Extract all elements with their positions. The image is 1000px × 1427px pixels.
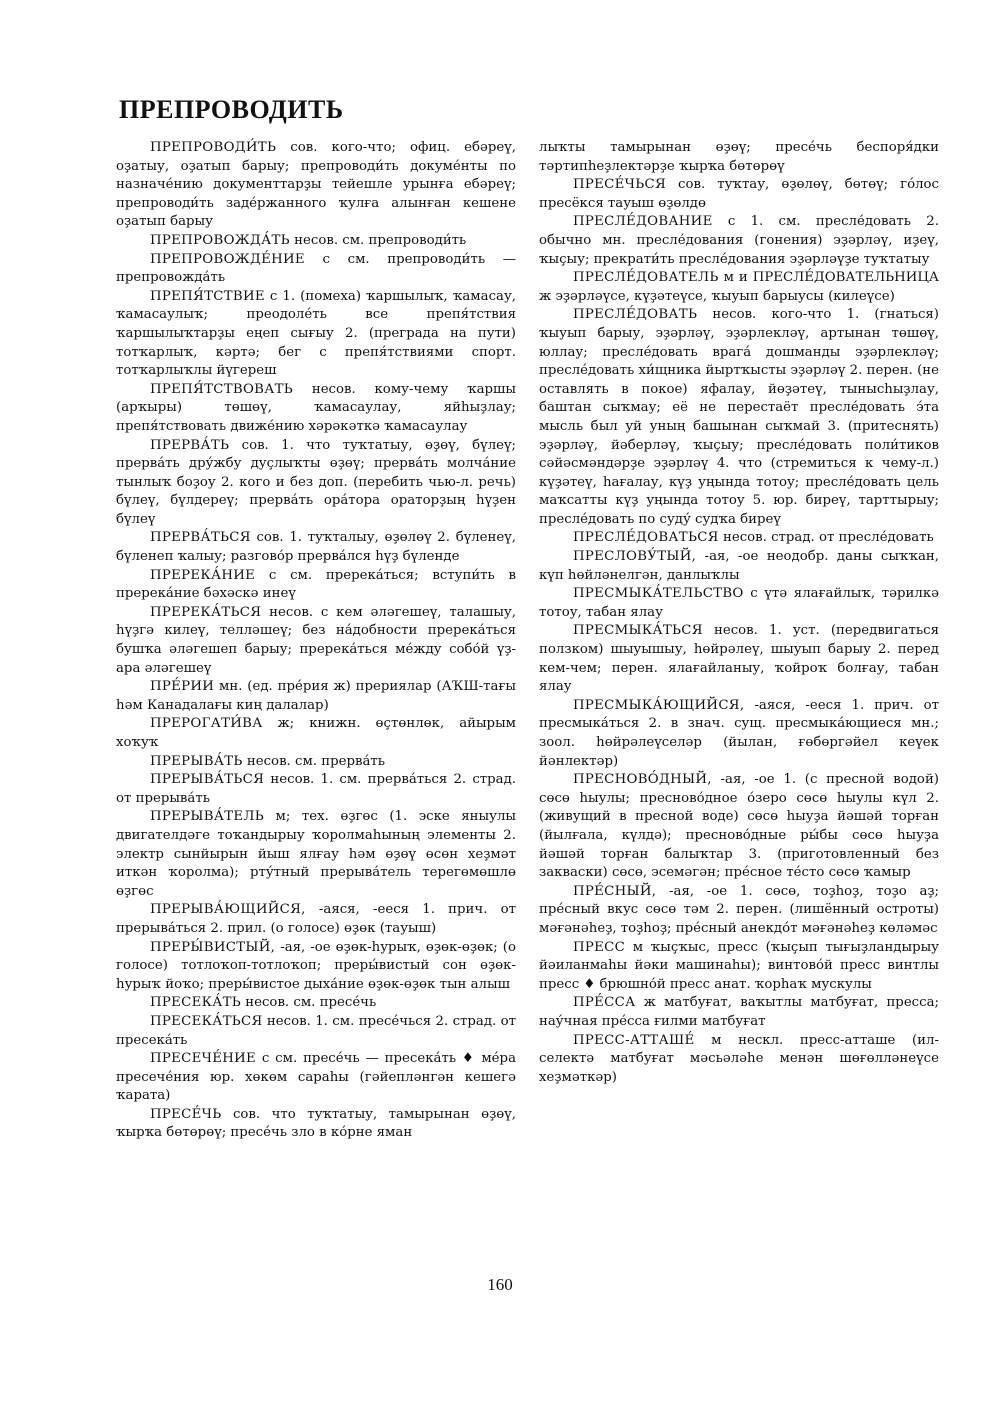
dictionary-entry xyxy=(539,139,939,176)
entry-definition: сов. что туҡтатыу, тамырынан өҙөү, ҡырҡа бөтөрөү; пресе́чь зло в ко́рне яман xyxy=(116,1106,516,1141)
dictionary-entry xyxy=(539,585,939,622)
entry-definition: несов. 1. см. прерва́ться 2. страд. от прерыва́ть xyxy=(116,772,516,806)
dictionary-entry xyxy=(539,213,939,269)
dictionary-entry xyxy=(116,529,516,566)
dictionary-entry xyxy=(539,622,939,696)
entry-headword: ПРЕСЕКА́ТЬ xyxy=(150,995,242,1011)
entry-definition: несов. 1. см. пресе́чься 2. страд. от пресека́ть xyxy=(116,1013,516,1048)
entry-headword: ПРЕСЛЕ́ДОВАТЕЛЬ xyxy=(573,270,719,286)
entry-headword: ПРЕРЫВА́ТЬСЯ xyxy=(150,772,265,788)
entry-definition: несов. с кем әләгешеү, талашыу, һүҙгә килеү, телләшеү; без на́добности пререка́ться бушҡа әләгешеп барыу; пререка́ться ме́жду собо́й үҙ-ара әләгешеү xyxy=(116,604,516,676)
page-title: ПРЕПРОВОДИТЬ xyxy=(119,95,344,124)
dictionary-entry xyxy=(116,678,516,715)
dictionary-entry xyxy=(539,529,939,548)
entry-headword: ПРЕ́ССА xyxy=(573,995,636,1011)
entry-headword: ПРЕСНОВО́ДНЫЙ, xyxy=(573,772,712,788)
dictionary-entry xyxy=(116,604,516,678)
entry-headword: ПРЕСМЫКА́ТЕЛЬСТВО xyxy=(573,586,744,602)
dictionary-entry xyxy=(116,381,516,437)
dictionary-entry xyxy=(116,567,516,604)
entry-definition: несов. страд. от пресле́довать xyxy=(718,530,934,546)
entry-definition: мн. (ед. пре́рия ж) прериялар (АҠШ-тағы һәм Канадалағы киң далалар) xyxy=(116,679,516,713)
dictionary-entry xyxy=(116,1050,516,1106)
dictionary-entry xyxy=(539,306,939,529)
entry-headword: ПРЕРЕКА́НИЕ xyxy=(150,567,256,583)
dictionary-entry xyxy=(116,939,516,995)
entry-headword: ПРЕРОГАТИ́ВА xyxy=(150,716,263,732)
dictionary-entry xyxy=(116,901,516,938)
dictionary-entry xyxy=(116,437,516,530)
entry-headword: ПРЕРЫВА́ЮЩИЙСЯ, xyxy=(150,902,306,918)
dictionary-entry xyxy=(539,269,939,306)
entry-definition: с 1. см. пресле́довать 2. обычно мн. пресле́дования (гонения) эҙәрләү, иҙеү, ҡыҫыу; прекрати́ть пресле́дования эҙәрләүҙе туҡтатыу xyxy=(539,214,939,267)
entry-definition: с см. пререка́ться; вступи́ть в пререка́ние бәхәскә инеү xyxy=(116,567,516,602)
entry-headword: ПРЕРВА́ТЬ xyxy=(150,437,230,453)
entry-definition: с см. препроводи́ть — препровожда́ть xyxy=(116,251,516,286)
entry-definition: с см. пресе́чь — пресека́ть ♦ ме́ра пресече́ния юр. хөкөм сараһы (гәйепләнгән кешегә ҡарата) xyxy=(116,1051,516,1104)
entry-headword: ПРЕРЫВА́ТЕЛЬ xyxy=(150,809,265,825)
dictionary-entry xyxy=(116,139,516,232)
entry-definition: лыҡты тамырынан өҙөү; пресе́чь беспоря́дки тәртипһеҙлектәрҙе ҡырҡа бөтөрөү xyxy=(539,140,939,174)
dictionary-entry xyxy=(116,715,516,752)
entry-headword: ПРЕ́СНЫЙ, xyxy=(573,883,657,899)
entry-headword: ПРЕСМЫКА́ЮЩИЙСЯ, xyxy=(573,697,745,713)
entry-definition: несов. 1. уст. (передвигаться ползком) шыуышыу, һөйрәлеү, шыуып барыу 2. перед кем-чем; перен. ялағайланыу, ҡойроҡ болғау, табан ялау xyxy=(539,623,939,695)
dictionary-entry xyxy=(116,1013,516,1050)
dictionary-entry xyxy=(539,1032,939,1088)
dictionary-entry xyxy=(116,994,516,1013)
right-column xyxy=(539,139,939,1087)
dictionary-entry xyxy=(116,771,516,808)
entry-headword: ПРЕСЛЕ́ДОВАНИЕ xyxy=(573,214,713,230)
entry-headword: ПРЕСЕЧЕ́НИЕ xyxy=(150,1051,257,1067)
entry-definition: сов. 1. что туҡтатыу, өҙөү, бүлеү; прерва́ть дру́жбу дуҫлыҡты өҙөү; прерва́ть молча́ние тынлыҡ боҙоу 2. кого и без доп. (перебить чью-л. речь) бүлеү, бүлдереү; прерва́ть ора́тора ораторҙың һүҙен бүлеү xyxy=(116,437,516,527)
entry-headword: ПРЕСЛОВУ́ТЫЙ, xyxy=(573,549,697,565)
entry-definition: м; тех. өҙгөс (1. эске яныулы двигателдәге тоҡандырыу ҡоролмаһының элементы 2. электр сынйырын йыш ялғау һәм өҙөү өсөн хеҙмәт иткән ҡоролма); рту́тный прерыва́тель терегөмөшлө өҙгөс xyxy=(116,809,516,899)
entry-headword: ПРЕПЯ́ТСТВИЕ xyxy=(150,288,265,304)
entry-headword: ПРЕСЛЕ́ДОВАТЬ xyxy=(573,307,698,323)
entry-headword: ПРЕСМЫКА́ТЬСЯ xyxy=(573,623,703,639)
entry-definition: -аяся, -ееся 1. прич. от прерыва́ться 2. прил. (о голосе) өҙөк (тауыш) xyxy=(116,902,516,936)
entry-definition: несов. см. прерва́ть xyxy=(242,753,386,769)
entry-headword: ПРЕПРОВОДИ́ТЬ xyxy=(150,140,277,155)
entry-headword: ПРЕСС xyxy=(573,939,626,955)
entry-definition: ж матбуғат, ваҡытлы матбуғат, пресса; нау́чная пре́сса ғилми матбуғат xyxy=(539,995,939,1029)
dictionary-entry xyxy=(539,939,939,995)
dictionary-entry xyxy=(539,771,939,883)
entry-headword: ПРЕРВА́ТЬСЯ xyxy=(150,530,251,546)
dictionary-entry xyxy=(116,251,516,288)
entry-headword: ПРЕСЛЕ́ДОВАТЬСЯ xyxy=(573,530,719,546)
entry-definition: -ая, -ое 1. сөсө, тоҙһоҙ, тоҙо аҙ; пре́сный вкус сөсө тәм 2. перен. (лишённый остроты) мәғәнәһеҙ, тоҙһоҙ; пре́сный анекдо́т мәғәнәһеҙ көләмәс xyxy=(539,883,939,936)
entry-definition: м нескл. пресс-атташе (илселектә матбуғат мәсьәләһе менән шөғөлләнеүсе хеҙмәткәр) xyxy=(539,1032,939,1085)
entry-headword: ПРЕСЕКА́ТЬСЯ xyxy=(150,1013,263,1029)
dictionary-entry xyxy=(539,994,939,1031)
dictionary-entry xyxy=(116,288,516,381)
page-number: 160 xyxy=(487,1275,513,1294)
entry-definition: с 1. (помеха) ҡаршылыҡ, ҡамасау, ҡамасаулыҡ; преодоле́ть все препя́тствия ҡаршылыҡтарҙы еңеп сығыу 2. (преграда на пути) тотҡарлыҡ, кәртә; бег с препя́тствиями спорт. тотҡарлыҡлы йүгереш xyxy=(116,288,516,379)
entry-definition: -ая, -ое өҙөк-һурыҡ, өҙөк-өҙөк; (о голосе) тотлоҡоп-тотлоҡоп; преры́вистый сон өҙөк-һурыҡ йоҡо; преры́вистое дыха́ние өҙөк-өҙөк тын алыш xyxy=(116,939,516,992)
entry-headword: ПРЕ́РИИ xyxy=(150,679,215,695)
entry-definition: несов. см. препроводи́ть xyxy=(289,232,467,248)
entry-definition: с үтә ялағайлыҡ, тәрилкә тотоу, табан ялау xyxy=(539,586,939,620)
entry-headword: ПРЕРЫВА́ТЬ xyxy=(150,753,243,769)
dictionary-entry xyxy=(539,883,939,939)
dictionary-entry xyxy=(539,697,939,771)
entry-definition: м ҡыҫҡыс, пресс (ҡыҫып тығыҙландырыу йәиланмаһы йәки машинаһы); винтово́й пресс винтлы пресс ♦ брюшно́й пресс анат. ҡорһаҡ мускулы xyxy=(539,939,939,992)
entry-definition: -ая, -ое неодобр. даны сыҡҡан, күп һөйләнелгән, данлыҡлы xyxy=(539,549,939,583)
entry-definition: сов. 1. туҡталыу, өҙөлөү 2. бүленеү, бүленеп ҡалыу; разгово́р прерва́лся һүҙ бүленде xyxy=(116,530,516,565)
entry-headword: ПРЕПРОВОЖДЕ́НИЕ xyxy=(150,251,305,267)
dictionary-entry xyxy=(539,548,939,585)
entry-definition: сов. кого-что; офиц. ебәреү, оҙатыу, оҙатып барыу; препроводи́ть докуме́нты по назначе́нию документтарҙы тейешле урынға ебәреү; препроводи́ть заде́ржанного ҡулға алынған кешене оҙатып барыу xyxy=(116,140,516,230)
dictionary-entry xyxy=(116,232,516,251)
entry-definition: несов. см. пресе́чь xyxy=(241,995,377,1011)
entry-headword: ПРЕРЫ́ВИСТЫЙ, xyxy=(150,939,276,955)
entry-headword: ПРЕПЯ́ТСТВОВАТЬ xyxy=(150,381,294,397)
left-column xyxy=(116,139,516,1143)
entry-definition: несов. кому-чему ҡаршы (арҡыры) төшөү, ҡамасаулау, яйһыҙлау; препя́тствовать движе́нию хәрәкәткә ҡамасаулау xyxy=(116,381,516,434)
entry-definition: м и ПРЕСЛЕ́ДОВАТЕЛЬНИЦА ж эҙәрләүсе, күҙәтеүсе, ҡыуып барыусы (килеүсе) xyxy=(539,270,939,304)
entry-definition: сов. туҡтау, өҙөлөү, бөтөү; го́лос пресёкся тауыш өҙөлдө xyxy=(539,177,939,211)
dictionary-entry xyxy=(539,176,939,213)
entry-headword: ПРЕРЕКА́ТЬСЯ xyxy=(150,604,262,620)
entry-headword: ПРЕСЕ́ЧЬ xyxy=(150,1106,222,1122)
entry-headword: ПРЕСС-АТТАШЕ́ xyxy=(573,1032,695,1048)
entry-definition: несов. кого-что 1. (гнаться) ҡыуып барыу, эҙәрләү, эҙәрлекләү, артынан төшөү, юллау; пресле́довать врага́ дошманды эҙәрлекләү; пресле́довать хи́щника йыртҡысты эҙәрләү 2. перен. (не оставлять в покое) яфалау, йөҙәтеү, тынысһыҙлау, баштан сыҡмау; её не перестаёт пресле́довать э́та мысль был уй уның башынан сыҡмай 3. (притеснять) эҙәрләү, йәберләү, ҡыҫыу; пресле́довать поли́тиков сәйәсмәндәрҙе эҙәрләү 4. что (стремиться к чему-л.) күҙәтеү, һағалау, күҙ уңында тотоу; пресле́довать цель маҡсатты күҙ уңында тотоу 5. юр. биреү, тарттырыу; пресле́довать по суду́ судҡа биреү xyxy=(539,307,939,527)
dictionary-entry xyxy=(116,1106,516,1143)
entry-definition: ж; книжн. өҫтөнлөк, айырым хоҡуҡ xyxy=(116,716,516,750)
entry-headword: ПРЕСЕ́ЧЬСЯ xyxy=(573,177,666,193)
dictionary-entry xyxy=(116,753,516,772)
entry-definition: -ая, -ое 1. (с пресной водой) сөсө һыулы; пресново́дное о́зеро сөсө һыулы күл 2. (живущий в пресной воде) сөсө һыуҙа йәшәй торған (йылғала, күлдә); пресново́дные ры́бы сөсө һыуҙа йәшәй торған балыҡтар 3. (приготовленный без закваски) сөсө, эсемәгән; пре́сное те́сто сөсө ҡамыр xyxy=(539,772,939,881)
entry-headword: ПРЕПРОВОЖДА́ТЬ xyxy=(150,232,290,248)
dictionary-entry xyxy=(116,808,516,901)
entry-definition: -аяся, -ееся 1. прич. от пресмыка́ться 2. в знач. сущ. пресмыка́ющиеся мн.; зоол. һөйрәлеүселәр (йылан, ғөбөргәйел кеүек йәнлектәр) xyxy=(539,697,939,769)
